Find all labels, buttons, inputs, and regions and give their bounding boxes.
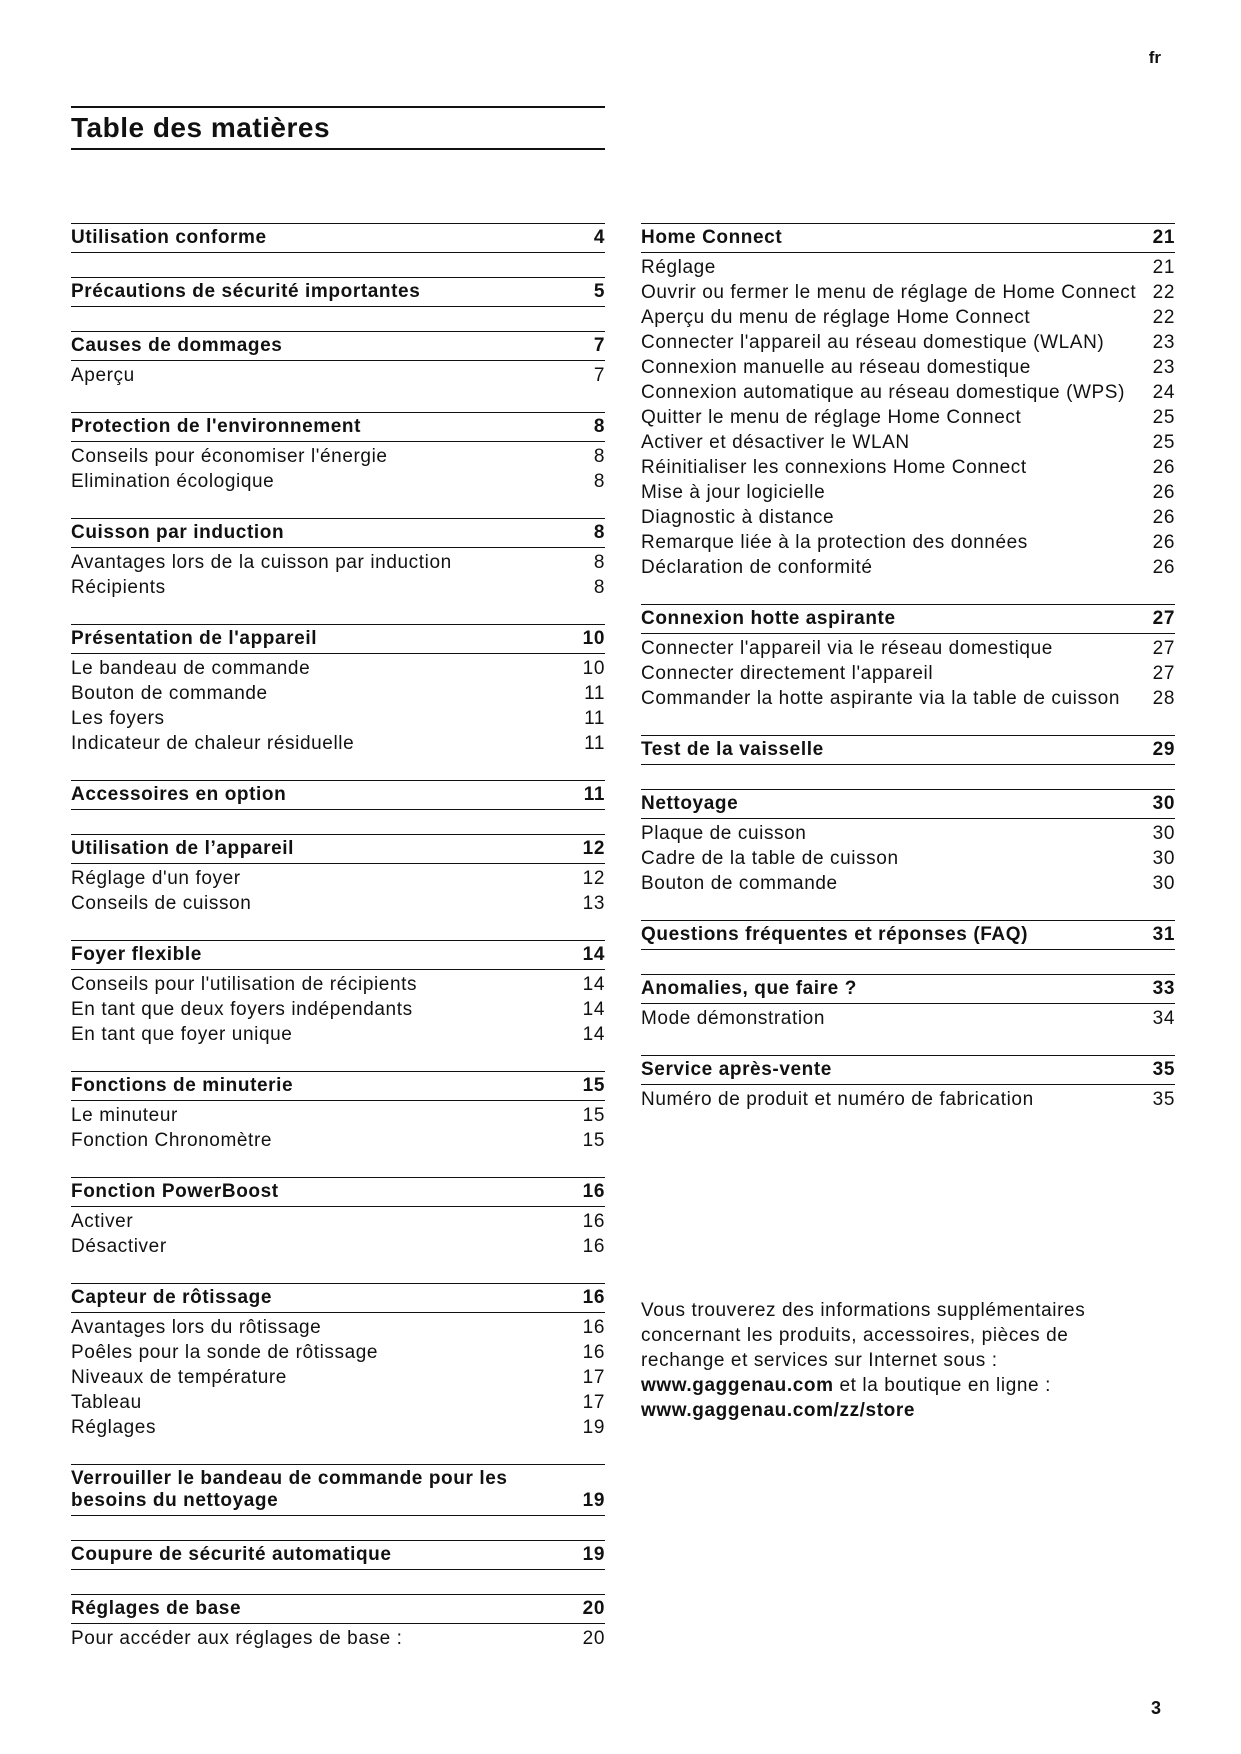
toc-section — [71, 1464, 605, 1516]
section-title: Utilisation de l’appareil — [71, 838, 294, 859]
entry-title: Désactiver — [71, 1236, 167, 1257]
entry-title: Elimination écologique — [71, 471, 275, 492]
toc-entry[interactable] — [641, 871, 1175, 896]
toc-section-heading[interactable] — [71, 834, 605, 864]
section-title: Service après-vente — [641, 1059, 832, 1080]
toc-entry-list — [641, 253, 1175, 580]
toc-section — [641, 1055, 1175, 1112]
section-title: Accessoires en option — [71, 784, 287, 805]
entry-page: 8 — [593, 471, 605, 492]
entry-title: Activer — [71, 1211, 134, 1232]
toc-section — [71, 1540, 605, 1570]
entry-title: Activer et désactiver le WLAN — [641, 432, 910, 453]
toc-entry[interactable] — [641, 380, 1175, 405]
toc-entry[interactable] — [71, 469, 605, 494]
entry-page: 10 — [582, 658, 605, 679]
toc-entry[interactable] — [641, 1087, 1175, 1112]
entry-page: 27 — [1152, 638, 1175, 659]
section-title: Test de la vaisselle — [641, 739, 824, 760]
entry-page: 16 — [582, 1236, 605, 1257]
section-title: Précautions de sécurité importantes — [71, 281, 421, 302]
entry-page: 35 — [1152, 1089, 1175, 1110]
toc-section-heading[interactable] — [71, 1464, 605, 1516]
entry-title: Pour accéder aux réglages de base : — [71, 1628, 403, 1649]
toc-section-heading[interactable] — [71, 780, 605, 810]
toc-section — [71, 277, 605, 307]
entry-title: Déclaration de conformité — [641, 557, 873, 578]
toc-section-heading[interactable] — [641, 1055, 1175, 1085]
entry-title: Cadre de la table de cuisson — [641, 848, 899, 869]
entry-page: 8 — [593, 577, 605, 598]
toc-section — [71, 1071, 605, 1153]
section-page: 14 — [582, 944, 605, 965]
entry-page: 8 — [593, 552, 605, 573]
toc-section — [71, 1283, 605, 1440]
toc-entry[interactable] — [641, 305, 1175, 330]
entry-page: 15 — [582, 1130, 605, 1151]
entry-page: 19 — [582, 1417, 605, 1438]
toc-entry-list — [641, 634, 1175, 711]
entry-title: Le minuteur — [71, 1105, 178, 1126]
toc-section-heading[interactable] — [71, 1071, 605, 1101]
toc-right-column — [641, 223, 1175, 1136]
section-page: 4 — [593, 227, 605, 248]
section-title: Anomalies, que faire ? — [641, 978, 857, 999]
toc-section-heading[interactable] — [71, 1283, 605, 1313]
toc-entry-list — [71, 1313, 605, 1440]
toc-section — [71, 624, 605, 756]
section-page: 8 — [593, 416, 605, 437]
toc-entry[interactable] — [71, 1128, 605, 1153]
entry-page: 28 — [1152, 688, 1175, 709]
toc-entry[interactable] — [71, 731, 605, 756]
section-page: 19 — [582, 1544, 605, 1565]
toc-entry-list — [71, 442, 605, 494]
entry-page: 15 — [582, 1105, 605, 1126]
section-page: 30 — [1152, 793, 1175, 814]
section-title: Home Connect — [641, 227, 783, 248]
toc-left-column — [71, 223, 605, 1675]
toc-entry[interactable] — [71, 891, 605, 916]
toc-entry[interactable] — [71, 1340, 605, 1365]
toc-section-heading[interactable] — [641, 920, 1175, 950]
toc-entry-list — [641, 819, 1175, 896]
toc-entry[interactable] — [71, 866, 605, 891]
entry-page: 7 — [593, 365, 605, 386]
section-page: 10 — [582, 628, 605, 649]
toc-entry[interactable] — [71, 1390, 605, 1415]
toc-entry[interactable] — [641, 430, 1175, 455]
entry-title: Conseils pour économiser l'énergie — [71, 446, 388, 467]
entry-page: 25 — [1152, 432, 1175, 453]
toc-section-heading[interactable] — [71, 223, 605, 253]
toc-section-heading[interactable] — [71, 624, 605, 654]
toc-entry[interactable] — [641, 405, 1175, 430]
section-page: 19 — [582, 1490, 605, 1511]
toc-section-heading[interactable] — [641, 735, 1175, 765]
toc-section — [71, 1177, 605, 1259]
toc-entry-list — [641, 1004, 1175, 1031]
toc-entry-list — [71, 361, 605, 388]
toc-entry[interactable] — [71, 656, 605, 681]
toc-title-block — [71, 106, 605, 150]
toc-section — [71, 834, 605, 916]
toc-entry[interactable] — [71, 1415, 605, 1440]
toc-entry[interactable] — [71, 1315, 605, 1340]
entry-page: 14 — [582, 1024, 605, 1045]
entry-title: Les foyers — [71, 708, 165, 729]
toc-section-heading[interactable] — [641, 223, 1175, 253]
toc-section-heading[interactable] — [71, 277, 605, 307]
entry-title: Mode démonstration — [641, 1008, 826, 1029]
toc-section — [71, 223, 605, 253]
entry-page: 25 — [1152, 407, 1175, 428]
section-title: Capteur de rôtissage — [71, 1287, 272, 1308]
toc-entry[interactable] — [641, 255, 1175, 280]
toc-entry[interactable] — [71, 575, 605, 600]
toc-entry[interactable] — [71, 1022, 605, 1047]
toc-entry[interactable] — [71, 363, 605, 388]
entry-title: Aperçu du menu de réglage Home Connect — [641, 307, 1031, 328]
entry-page: 26 — [1152, 557, 1175, 578]
entry-title: En tant que foyer unique — [71, 1024, 293, 1045]
section-page: 20 — [582, 1598, 605, 1619]
info-text-2: et la boutique en ligne : — [833, 1375, 1051, 1396]
section-title: Causes de dommages — [71, 335, 283, 356]
entry-title: Poêles pour la sonde de rôtissage — [71, 1342, 379, 1363]
section-title: Cuisson par induction — [71, 522, 285, 543]
section-title: Questions fréquentes et réponses (FAQ) — [641, 924, 1029, 945]
entry-title: Connexion manuelle au réseau domestique — [641, 357, 1031, 378]
entry-title: Réglage d'un foyer — [71, 868, 241, 889]
entry-page: 16 — [582, 1342, 605, 1363]
section-page: 31 — [1152, 924, 1175, 945]
entry-page: 12 — [582, 868, 605, 889]
toc-entry[interactable] — [71, 706, 605, 731]
entry-page: 26 — [1152, 457, 1175, 478]
toc-entry[interactable] — [641, 455, 1175, 480]
section-title: Nettoyage — [641, 793, 739, 814]
entry-page: 22 — [1152, 282, 1175, 303]
entry-title: Ouvrir ou fermer le menu de réglage de Home Connect — [641, 282, 1137, 303]
toc-section-heading[interactable] — [641, 974, 1175, 1004]
toc-section-heading[interactable] — [71, 940, 605, 970]
entry-title: Mise à jour logicielle — [641, 482, 826, 503]
entry-title: Bouton de commande — [71, 683, 268, 704]
entry-page: 14 — [582, 999, 605, 1020]
entry-title: Quitter le menu de réglage Home Connect — [641, 407, 1022, 428]
entry-page: 14 — [582, 974, 605, 995]
entry-page: 8 — [593, 446, 605, 467]
section-title: Verrouiller le bandeau de commande pour les besoins du nettoyage — [71, 1468, 508, 1511]
entry-page: 22 — [1152, 307, 1175, 328]
entry-title: Fonction Chronomètre — [71, 1130, 273, 1151]
toc-entry[interactable] — [71, 1626, 605, 1651]
entry-title: Réinitialiser les connexions Home Connect — [641, 457, 1027, 478]
entry-page: 17 — [582, 1367, 605, 1388]
section-page: 33 — [1152, 978, 1175, 999]
toc-section — [641, 223, 1175, 580]
toc-entry[interactable] — [641, 480, 1175, 505]
toc-entry-list — [71, 864, 605, 916]
info-link-store[interactable]: www.gaggenau.com/zz/store — [641, 1400, 916, 1421]
toc-section — [71, 780, 605, 810]
section-title: Fonctions de minuterie — [71, 1075, 294, 1096]
toc-section — [641, 735, 1175, 765]
entry-title: Remarque liée à la protection des données — [641, 532, 1028, 553]
toc-section — [641, 789, 1175, 896]
toc-entry[interactable] — [71, 444, 605, 469]
entry-page: 23 — [1152, 357, 1175, 378]
page-title: Table des matières — [71, 112, 331, 143]
section-title: Coupure de sécurité automatique — [71, 1544, 392, 1565]
toc-section-heading[interactable] — [71, 331, 605, 361]
toc-section-heading[interactable] — [71, 1540, 605, 1570]
entry-title: Aperçu — [71, 365, 135, 386]
toc-section — [641, 974, 1175, 1031]
toc-section — [71, 331, 605, 388]
section-page: 35 — [1152, 1059, 1175, 1080]
section-title: Foyer flexible — [71, 944, 202, 965]
toc-entry-list — [71, 654, 605, 756]
entry-title: Bouton de commande — [641, 873, 838, 894]
section-page: 16 — [582, 1181, 605, 1202]
toc-entry[interactable] — [641, 330, 1175, 355]
entry-title: Conseils pour l'utilisation de récipients — [71, 974, 418, 995]
toc-entry[interactable] — [641, 355, 1175, 380]
toc-entry[interactable] — [71, 997, 605, 1022]
entry-page: 27 — [1152, 663, 1175, 684]
toc-entry[interactable] — [71, 1365, 605, 1390]
toc-section — [71, 940, 605, 1047]
toc-entry[interactable] — [71, 1103, 605, 1128]
toc-section — [641, 604, 1175, 711]
toc-entry[interactable] — [641, 505, 1175, 530]
section-page: 7 — [593, 335, 605, 356]
toc-section-heading[interactable] — [641, 789, 1175, 819]
language-code: fr — [1148, 48, 1161, 67]
entry-page: 16 — [582, 1317, 605, 1338]
section-page: 27 — [1152, 608, 1175, 629]
entry-page: 17 — [582, 1392, 605, 1413]
entry-page: 26 — [1152, 507, 1175, 528]
entry-title: Tableau — [71, 1392, 142, 1413]
toc-entry[interactable] — [641, 846, 1175, 871]
section-page: 16 — [582, 1287, 605, 1308]
toc-entry[interactable] — [641, 821, 1175, 846]
section-page: 21 — [1152, 227, 1175, 248]
entry-page: 11 — [584, 733, 605, 754]
toc-entry[interactable] — [641, 686, 1175, 711]
entry-title: Numéro de produit et numéro de fabrication — [641, 1089, 1034, 1110]
entry-title: Le bandeau de commande — [71, 658, 311, 679]
entry-page: 26 — [1152, 482, 1175, 503]
toc-section-heading[interactable] — [71, 1594, 605, 1624]
toc-section-heading[interactable] — [71, 1177, 605, 1207]
entry-page: 13 — [582, 893, 605, 914]
section-page: 12 — [582, 838, 605, 859]
section-page: 15 — [582, 1075, 605, 1096]
entry-page: 26 — [1152, 532, 1175, 553]
toc-entry[interactable] — [641, 636, 1175, 661]
entry-title: Avantages lors de la cuisson par induction — [71, 552, 452, 573]
section-title: Utilisation conforme — [71, 227, 267, 248]
entry-title: Avantages lors du rôtissage — [71, 1317, 322, 1338]
entry-title: Réglages — [71, 1417, 157, 1438]
toc-entry-list — [71, 1207, 605, 1259]
section-page: 11 — [583, 784, 605, 805]
toc-entry[interactable] — [641, 661, 1175, 686]
page-number: 3 — [1150, 1698, 1161, 1718]
toc-entry[interactable] — [71, 681, 605, 706]
toc-entry[interactable] — [71, 972, 605, 997]
toc-entry[interactable] — [641, 555, 1175, 580]
toc-section-heading[interactable] — [641, 604, 1175, 634]
entry-title: En tant que deux foyers indépendants — [71, 999, 413, 1020]
entry-title: Réglage — [641, 257, 716, 278]
info-link-gaggenau[interactable]: www.gaggenau.com — [641, 1375, 834, 1396]
section-title: Réglages de base — [71, 1598, 242, 1619]
entry-title: Connecter l'appareil via le réseau domestique — [641, 638, 1053, 659]
toc-section-heading[interactable] — [71, 518, 605, 548]
entry-title: Niveaux de température — [71, 1367, 287, 1388]
entry-title: Récipients — [71, 577, 166, 598]
entry-title: Connexion automatique au réseau domestique (WPS) — [641, 382, 1126, 403]
section-page: 29 — [1152, 739, 1175, 760]
entry-page: 30 — [1152, 823, 1175, 844]
toc-section-heading[interactable] — [71, 412, 605, 442]
entry-page: 34 — [1152, 1008, 1175, 1029]
toc-section — [641, 920, 1175, 950]
toc-section — [71, 412, 605, 494]
entry-page: 30 — [1152, 848, 1175, 869]
toc-entry[interactable] — [641, 280, 1175, 305]
toc-entry[interactable] — [641, 1006, 1175, 1031]
entry-page: 20 — [582, 1628, 605, 1649]
section-title: Protection de l'environnement — [71, 416, 362, 437]
info-paragraph — [641, 1298, 1141, 1423]
section-title: Fonction PowerBoost — [71, 1181, 279, 1202]
entry-title: Conseils de cuisson — [71, 893, 252, 914]
entry-page: 11 — [584, 683, 605, 704]
entry-title: Plaque de cuisson — [641, 823, 807, 844]
entry-title: Connecter l'appareil au réseau domestique (WLAN) — [641, 332, 1105, 353]
toc-entry-list — [71, 970, 605, 1047]
section-title: Connexion hotte aspirante — [641, 608, 896, 629]
toc-entry[interactable] — [71, 1234, 605, 1259]
section-page: 8 — [593, 522, 605, 543]
section-title: Présentation de l'appareil — [71, 628, 318, 649]
entry-title: Commander la hotte aspirante via la table de cuisson — [641, 688, 1121, 709]
toc-entry-list — [71, 1624, 605, 1651]
entry-page: 24 — [1152, 382, 1175, 403]
entry-title: Diagnostic à distance — [641, 507, 835, 528]
toc-section — [71, 1594, 605, 1651]
entry-title: Connecter directement l'appareil — [641, 663, 934, 684]
info-text-1: Vous trouverez des informations supplémentaires concernant les produits, accessoires, pièces de rechange et services sur Internet sous : — [641, 1300, 1086, 1371]
entry-page: 30 — [1152, 873, 1175, 894]
toc-entry-list — [71, 548, 605, 600]
toc-entry[interactable] — [641, 530, 1175, 555]
entry-page: 11 — [584, 708, 605, 729]
entry-page: 16 — [582, 1211, 605, 1232]
entry-title: Indicateur de chaleur résiduelle — [71, 733, 355, 754]
section-page: 5 — [593, 281, 605, 302]
entry-page: 21 — [1152, 257, 1175, 278]
toc-entry[interactable] — [71, 550, 605, 575]
toc-entry-list — [71, 1101, 605, 1153]
toc-section — [71, 518, 605, 600]
toc-entry[interactable] — [71, 1209, 605, 1234]
toc-entry-list — [641, 1085, 1175, 1112]
entry-page: 23 — [1152, 332, 1175, 353]
